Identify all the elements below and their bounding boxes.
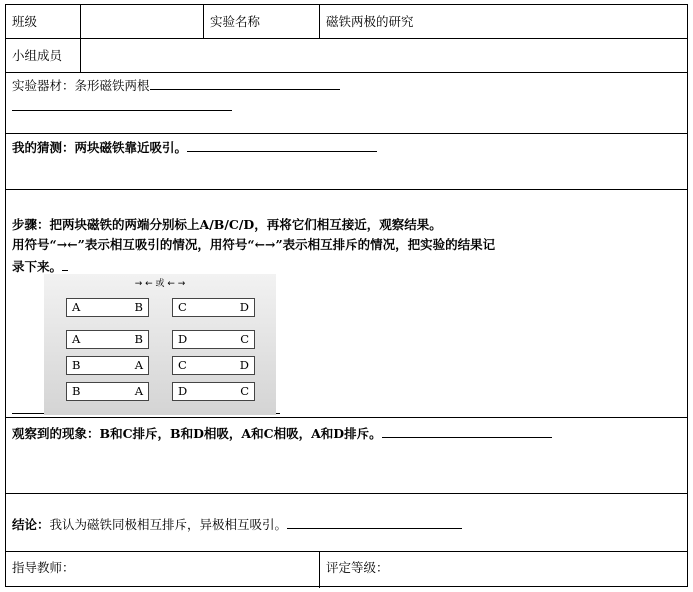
magnet-pole: D	[178, 384, 188, 398]
steps-line-1: 步骤：把两块磁铁的两端分别标上A/B/C/D，再将它们相互接近，观察结果。	[12, 217, 442, 232]
magnet-pole: B	[72, 384, 81, 398]
guess-blank[interactable]	[187, 139, 377, 152]
guess-value: 两块磁铁靠近吸引。	[74, 140, 188, 155]
magnet-bar	[66, 356, 149, 375]
steps-line-3-text: 录下来。	[12, 259, 63, 274]
magnet-pole: B	[134, 332, 143, 346]
magnet-bar	[172, 356, 255, 375]
conclusion-blank[interactable]	[287, 516, 462, 529]
row-divider	[6, 551, 687, 552]
members-label: 小组成员	[12, 48, 63, 63]
column-divider	[203, 5, 204, 38]
observation-line	[12, 425, 552, 442]
row-divider	[6, 72, 687, 73]
arrow-legend: → ← 或 ← →	[134, 279, 186, 289]
experiment-name-value: 磁铁两极的研究	[326, 14, 414, 29]
magnet-pole: D	[178, 332, 188, 346]
row-divider	[6, 417, 687, 418]
grade-label: 评定等级：	[326, 560, 389, 575]
magnet-pole: C	[178, 358, 187, 372]
row-divider	[6, 38, 687, 39]
column-divider	[319, 551, 320, 588]
teacher-label: 指导教师：	[12, 560, 75, 575]
steps-line-2: 用符号“→←”表示相互吸引的情况，用符号“←→”表示相互排斥的情况，把实验的结果记	[12, 237, 496, 252]
observation-label: 观察到的现象：	[12, 426, 100, 441]
magnet-bar	[66, 382, 149, 401]
magnet-pole: C	[178, 300, 187, 314]
row-divider	[6, 493, 687, 494]
magnet-pole: A	[72, 300, 81, 314]
magnet-pole: C	[240, 332, 249, 346]
magnet-pole: D	[239, 300, 249, 314]
figure-left-blank	[12, 400, 44, 414]
row-divider	[6, 189, 687, 190]
conclusion-line	[12, 516, 462, 533]
experiment-record-form	[5, 4, 688, 587]
conclusion-value: 我认为磁铁同极相互排斥，异极相互吸引。	[49, 517, 288, 532]
conclusion-label: 结论：	[12, 517, 50, 532]
guess-line	[12, 139, 377, 156]
magnet-pole: B	[72, 358, 81, 372]
materials-value: 条形磁铁两根	[74, 78, 150, 93]
steps-blank[interactable]	[62, 258, 68, 271]
magnet-bar	[172, 298, 255, 317]
magnet-bar	[172, 382, 255, 401]
materials-blank[interactable]	[150, 77, 340, 90]
experiment-name-label: 实验名称	[210, 14, 261, 29]
observation-blank[interactable]	[382, 425, 552, 438]
observation-value: B和C排斥，B和D相吸，A和C相吸，A和D排斥。	[99, 426, 382, 441]
magnet-pole: A	[72, 332, 81, 346]
column-divider	[80, 5, 81, 72]
magnet-pole: C	[240, 384, 249, 398]
magnet-pole: B	[134, 300, 143, 314]
magnet-bar	[172, 330, 255, 349]
magnet-bar	[66, 330, 149, 349]
materials-blank-line2[interactable]	[12, 97, 232, 111]
column-divider	[319, 5, 320, 38]
class-label: 班级	[12, 14, 38, 29]
guess-label: 我的猜测：	[12, 140, 75, 155]
magnet-figure	[44, 274, 276, 415]
magnet-pole: D	[239, 358, 249, 372]
materials-label: 实验器材：	[12, 78, 75, 93]
magnet-bar	[66, 298, 149, 317]
materials-line	[12, 77, 340, 94]
steps-line-3	[12, 258, 68, 275]
magnet-pole: A	[134, 358, 143, 372]
row-divider	[6, 133, 687, 134]
magnet-pole: A	[134, 384, 143, 398]
